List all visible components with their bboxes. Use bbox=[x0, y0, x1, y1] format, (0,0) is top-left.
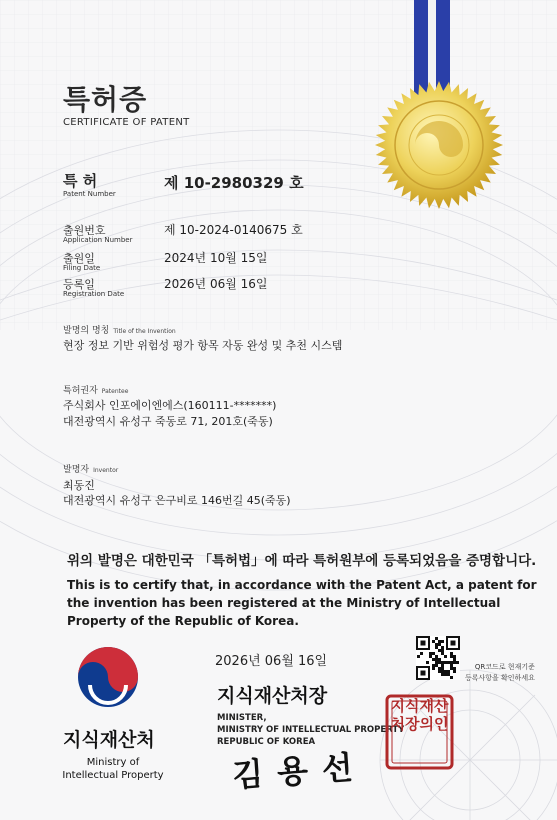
issuer-title-en bbox=[217, 712, 404, 748]
patentee-address: 대전광역시 유성구 죽동로 71, 201호(죽동) bbox=[63, 415, 273, 428]
issue-date: 2026년 06월 16일 bbox=[215, 654, 328, 669]
qr-code-icon[interactable] bbox=[416, 636, 460, 680]
inventor-label bbox=[63, 462, 118, 475]
issuer-title-line1: MINISTER, bbox=[217, 713, 267, 723]
application-number-label: 출원번호 bbox=[63, 224, 106, 237]
ministry-logo-name-en-line2: Intellectual Property bbox=[62, 770, 164, 781]
patent-number-value: 제 10-2980329 호 bbox=[164, 174, 304, 192]
ministry-logo-name-ko: 지식재산처 bbox=[63, 729, 155, 751]
official-stamp-text bbox=[388, 697, 451, 767]
ministry-logo-icon bbox=[76, 645, 140, 709]
invention-title-value: 현장 정보 기반 위험성 평가 항목 자동 완성 및 추천 시스템 bbox=[63, 339, 343, 352]
qr-instruction-line2: 등록사항을 확인하세요 bbox=[465, 674, 535, 682]
issuer-title-line3: REPUBLIC OF KOREA bbox=[217, 737, 316, 747]
invention-title-label bbox=[63, 323, 176, 336]
inventor-name: 최동진 bbox=[63, 479, 95, 492]
application-number-label-en: Application Number bbox=[63, 236, 133, 244]
certification-text-en: This is to certify that, in accordance with the Patent Act, a patent for the invention has been registered at the Ministry of Intellectual Property of the Republic of Korea. bbox=[67, 578, 537, 628]
inventor-label-ko: 발명자 bbox=[63, 465, 90, 475]
patent-number-label: 특 허 bbox=[63, 172, 98, 190]
signature: 김용선 bbox=[230, 747, 369, 795]
filing-date-label: 출원일 bbox=[63, 252, 95, 265]
registration-date-label-en: Registration Date bbox=[63, 290, 125, 298]
page-title: 특허증 bbox=[63, 83, 148, 116]
gold-seal-icon bbox=[373, 79, 505, 211]
qr-instruction-line1: QR코드로 현재기준 bbox=[474, 663, 535, 671]
filing-date-value: 2024년 10월 15일 bbox=[164, 251, 268, 265]
stamp-text: 지식재산처장의인 bbox=[390, 697, 449, 733]
registration-date-value: 2026년 06월 16일 bbox=[164, 277, 268, 291]
page-subtitle: CERTIFICATE OF PATENT bbox=[63, 117, 190, 128]
patentee-label-en: Patentee bbox=[101, 388, 129, 395]
ministry-logo-name-en bbox=[60, 756, 166, 782]
certification-text-ko: 위의 발명은 대한민국 「특허법」에 따라 특허원부에 등록되었음을 증명합니다. bbox=[67, 553, 537, 569]
issuer-agency-ko: 지식재산처장 bbox=[217, 685, 328, 707]
patentee-name: 주식회사 인포에이엔에스(160111-*******) bbox=[63, 399, 277, 412]
inventor-label-en: Inventor bbox=[93, 467, 119, 474]
inventor-address: 대전광역시 유성구 은구비로 146번길 45(죽동) bbox=[63, 494, 291, 507]
registration-date-label: 등록일 bbox=[63, 278, 95, 291]
invention-title-label-en: Title of the Invention bbox=[113, 328, 176, 335]
issuer-title-line2: MINISTRY OF INTELLECTUAL PROPERTY bbox=[217, 725, 405, 735]
ministry-logo-name-en-line1: Ministry of bbox=[86, 757, 140, 768]
patentee-label bbox=[63, 383, 128, 396]
filing-date-label-en: Filing Date bbox=[63, 264, 101, 272]
invention-title-label-ko: 발명의 명칭 bbox=[63, 326, 110, 336]
application-number-value: 제 10-2024-0140675 호 bbox=[164, 223, 303, 237]
patentee-label-ko: 특허권자 bbox=[63, 386, 98, 396]
patent-number-label-en: Patent Number bbox=[63, 190, 116, 198]
qr-instruction bbox=[465, 662, 535, 684]
